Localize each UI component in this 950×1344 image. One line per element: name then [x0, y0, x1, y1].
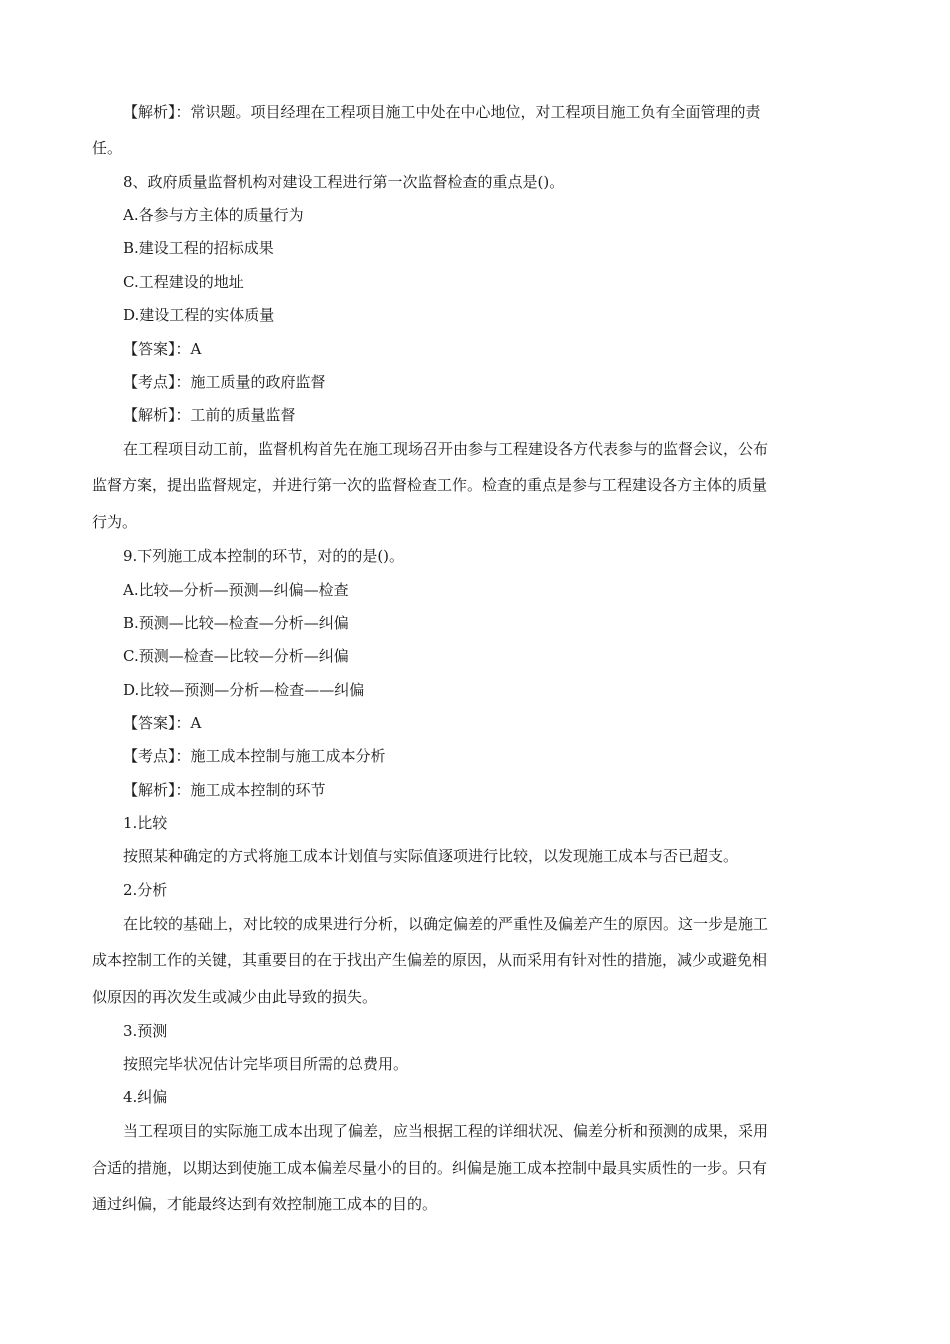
paragraph-line: 通过纠偏，才能最终达到有效控制施工成本的目的。 — [92, 1195, 438, 1213]
option-c: C.工程建设的地址 — [123, 273, 244, 291]
paragraph-line: 在比较的基础上，对比较的成果进行分析，以确定偏差的严重性及偏差产生的原因。这一步是施工 — [123, 915, 769, 933]
topic-line: 【考点】：施工质量的政府监督 — [123, 373, 326, 391]
section-heading: 3.预测 — [123, 1022, 168, 1040]
paragraph-line: 在工程项目动工前，监督机构首先在施工现场召开由参与工程建设各方代表参与的监督会议，公布 — [123, 440, 769, 458]
paragraph-line: 合适的措施，以期达到使施工成本偏差尽量小的目的。纠偏是施工成本控制中最具实质性的一步。只有 — [92, 1159, 768, 1177]
paragraph-line: 按照完毕状况估计完毕项目所需的总费用。 — [123, 1055, 409, 1073]
option-c: C.预测—检查—比较—分析—纠偏 — [123, 647, 349, 665]
option-b: B.预测—比较—检查—分析—纠偏 — [123, 614, 349, 632]
answer-line: 【答案】：A — [123, 340, 202, 358]
analysis-line: 任。 — [92, 139, 123, 157]
analysis-line: 【解析】：工前的质量监督 — [123, 406, 296, 424]
paragraph-line: 监督方案，提出监督规定，并进行第一次的监督检查工作。检查的重点是参与工程建设各方主体的质量 — [92, 476, 768, 494]
paragraph-line: 似原因的再次发生或减少由此导致的损失。 — [92, 988, 378, 1006]
paragraph-line: 行为。 — [92, 513, 138, 531]
paragraph-line: 当工程项目的实际施工成本出现了偏差，应当根据工程的详细状况、偏差分析和预测的成果，采用 — [123, 1122, 769, 1140]
analysis-line: 【解析】：施工成本控制的环节 — [123, 781, 326, 799]
topic-line: 【考点】：施工成本控制与施工成本分析 — [123, 747, 386, 765]
question-9: 9.下列施工成本控制的环节，对的的是()。 — [123, 547, 405, 565]
option-d: D.比较—预测—分析—检查——纠偏 — [123, 681, 365, 699]
option-a: A.各参与方主体的质量行为 — [123, 206, 304, 224]
paragraph-line: 成本控制工作的关键，其重要目的在于找出产生偏差的原因，从而采用有针对性的措施，减少或避免相 — [92, 951, 768, 969]
paragraph-line: 按照某种确定的方式将施工成本计划值与实际值逐项进行比较，以发现施工成本与否已超支。 — [123, 847, 739, 865]
option-d: D.建设工程的实体质量 — [123, 306, 275, 324]
question-8: 8、政府质量监督机构对建设工程进行第一次监督检查的重点是()。 — [123, 173, 565, 191]
analysis-line: 【解析】：常识题。项目经理在工程项目施工中处在中心地位，对工程项目施工负有全面管理的责 — [123, 103, 761, 121]
option-b: B.建设工程的招标成果 — [123, 239, 274, 257]
section-heading: 1.比较 — [123, 814, 168, 832]
option-a: A.比较—分析—预测—纠偏—检查 — [123, 581, 349, 599]
section-heading: 2.分析 — [123, 881, 168, 899]
answer-line: 【答案】：A — [123, 714, 202, 732]
section-heading: 4.纠偏 — [123, 1088, 168, 1106]
